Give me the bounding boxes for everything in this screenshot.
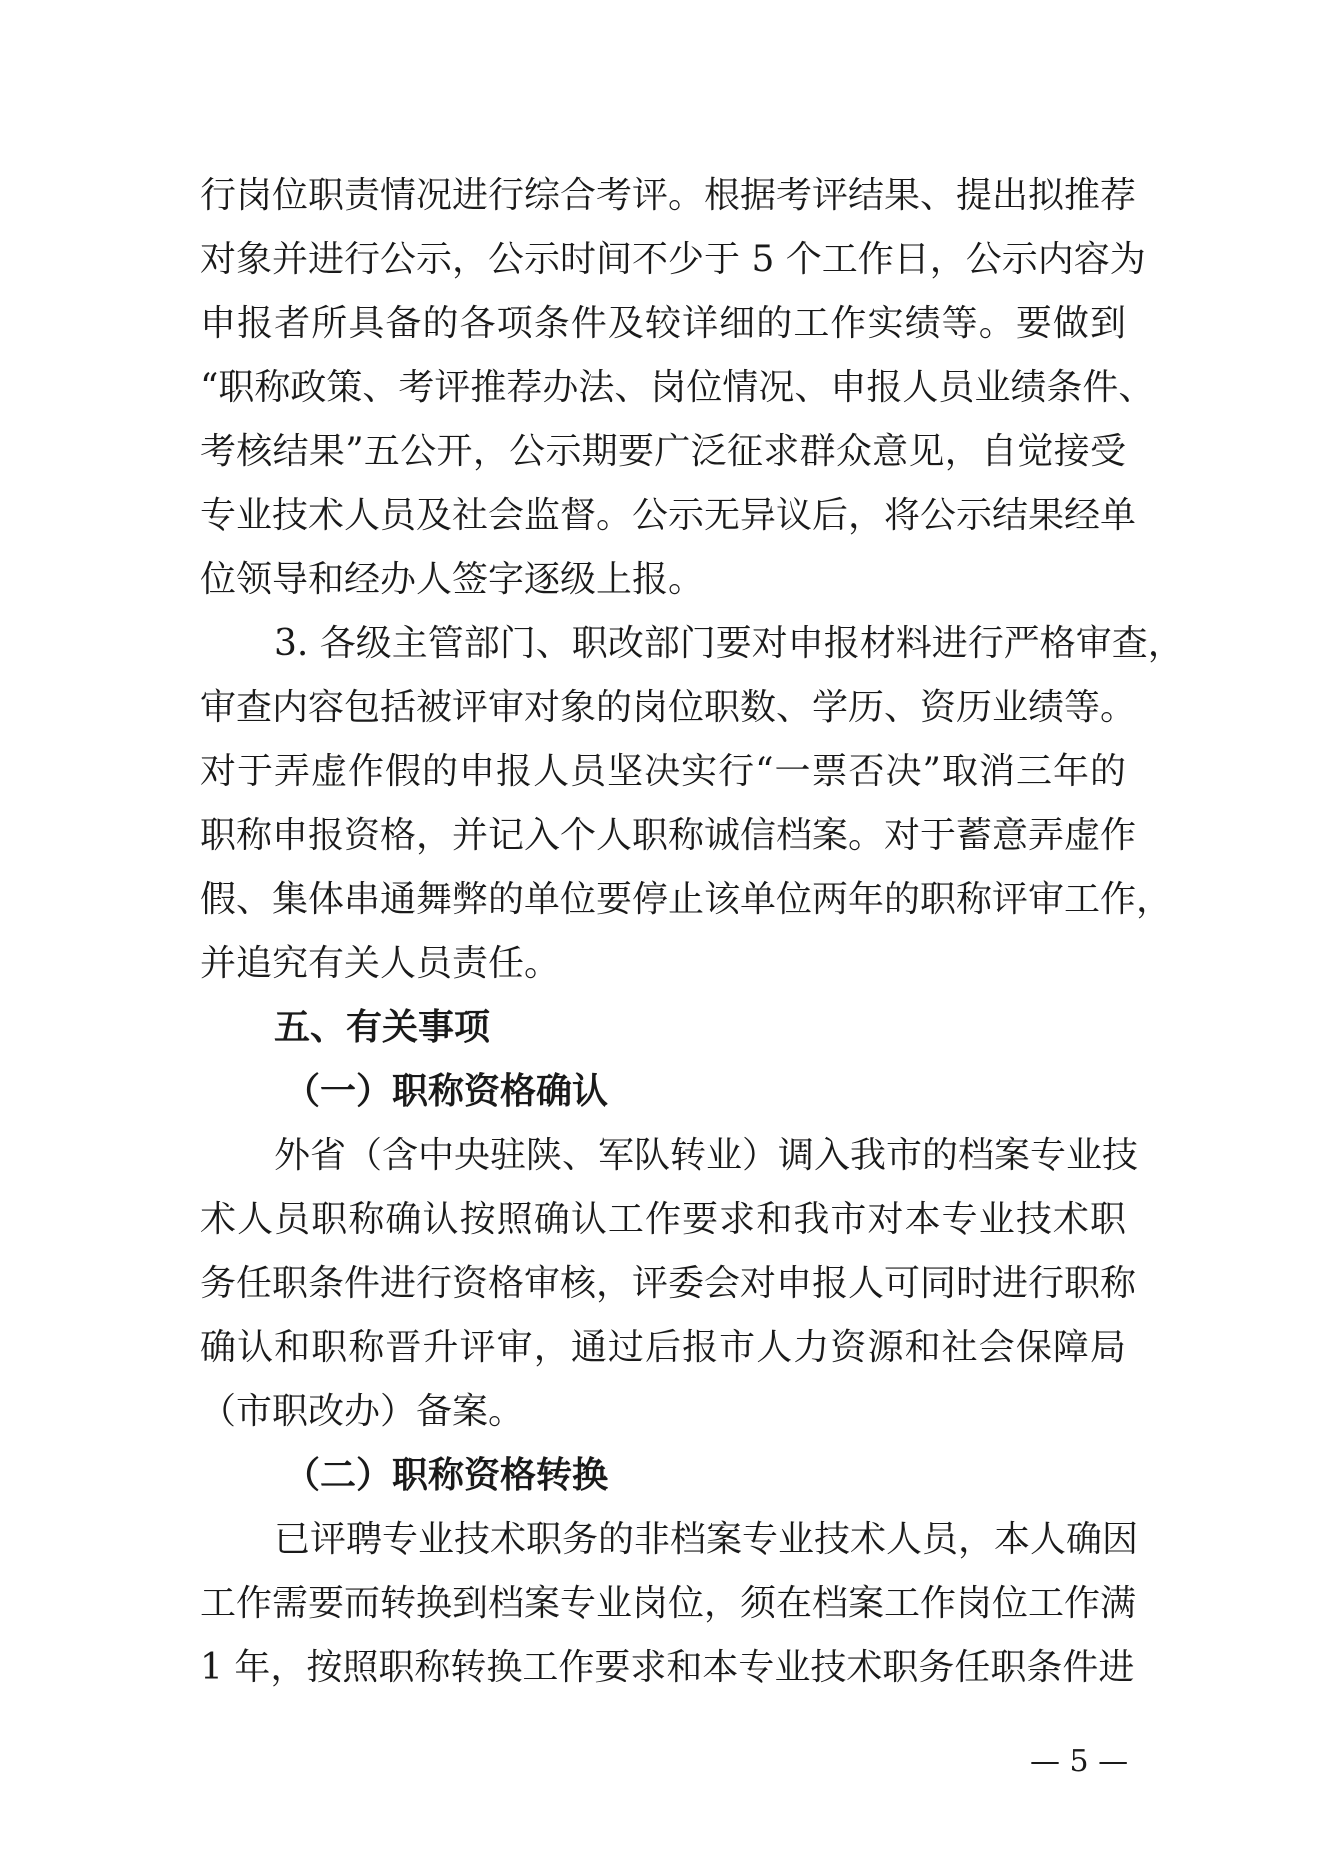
body-line: 外省（含中央驻陕、军队转业）调入我市的档案专业技 bbox=[274, 1135, 1139, 1176]
body-line: “职称政策、考评推荐办法、岗位情况、申报人员业绩条件、 bbox=[200, 367, 1155, 408]
body-line: 职称申报资格，并记入个人职称诚信档案。对于蓄意弄虚作 bbox=[200, 815, 1137, 856]
body-line: 已评聘专业技术职务的非档案专业技术人员，本人确因 bbox=[274, 1519, 1139, 1560]
body-line: （市职改办）备案。 bbox=[200, 1391, 525, 1432]
body-line: 位领导和经办人签字逐级上报。 bbox=[200, 559, 705, 600]
body-line: 对于弄虚作假的申报人员坚决实行“一票否决”取消三年的 bbox=[200, 751, 1126, 792]
body-line: 考核结果”五公开，公示期要广泛征求群众意见，自觉接受 bbox=[200, 431, 1126, 472]
body-line: 假、集体串通舞弊的单位要停止该单位两年的职称评审工作， bbox=[200, 879, 1173, 920]
section-heading: 五、有关事项 bbox=[274, 1007, 491, 1048]
body-line: 1 年，按照职称转换工作要求和本专业技术职务任职条件进 bbox=[200, 1647, 1135, 1688]
body-line: 审查内容包括被评审对象的岗位职数、学历、资历业绩等。 bbox=[200, 687, 1137, 728]
body-line: 并追究有关人员责任。 bbox=[200, 943, 561, 984]
subsection-heading: （二）职称资格转换 bbox=[284, 1455, 609, 1496]
body-line: 行岗位职责情况进行综合考评。根据考评结果、提出拟推荐 bbox=[200, 175, 1137, 216]
body-line: 申报者所具备的各项条件及较详细的工作实绩等。要做到 bbox=[200, 303, 1126, 344]
body-line: 对象并进行公示，公示时间不少于 5 个工作日，公示内容为 bbox=[200, 239, 1146, 280]
subsection-heading: （一）职称资格确认 bbox=[284, 1071, 609, 1112]
body-line: 术人员职称确认按照确认工作要求和我市对本专业技术职 bbox=[200, 1199, 1126, 1240]
body-line: 务任职条件进行资格审核，评委会对申报人可同时进行职称 bbox=[200, 1263, 1137, 1304]
body-line: 专业技术人员及社会监督。公示无异议后，将公示结果经单 bbox=[200, 495, 1137, 536]
body-line: 3. 各级主管部门、职改部门要对申报材料进行严格审查， bbox=[274, 623, 1184, 664]
body-line: 工作需要而转换到档案专业岗位，须在档案工作岗位工作满 bbox=[200, 1583, 1137, 1624]
body-line: 确认和职称晋升评审，通过后报市人力资源和社会保障局 bbox=[200, 1327, 1126, 1368]
page-number: — 5 — bbox=[1030, 1744, 1129, 1779]
document-page bbox=[200, 164, 1184, 1700]
